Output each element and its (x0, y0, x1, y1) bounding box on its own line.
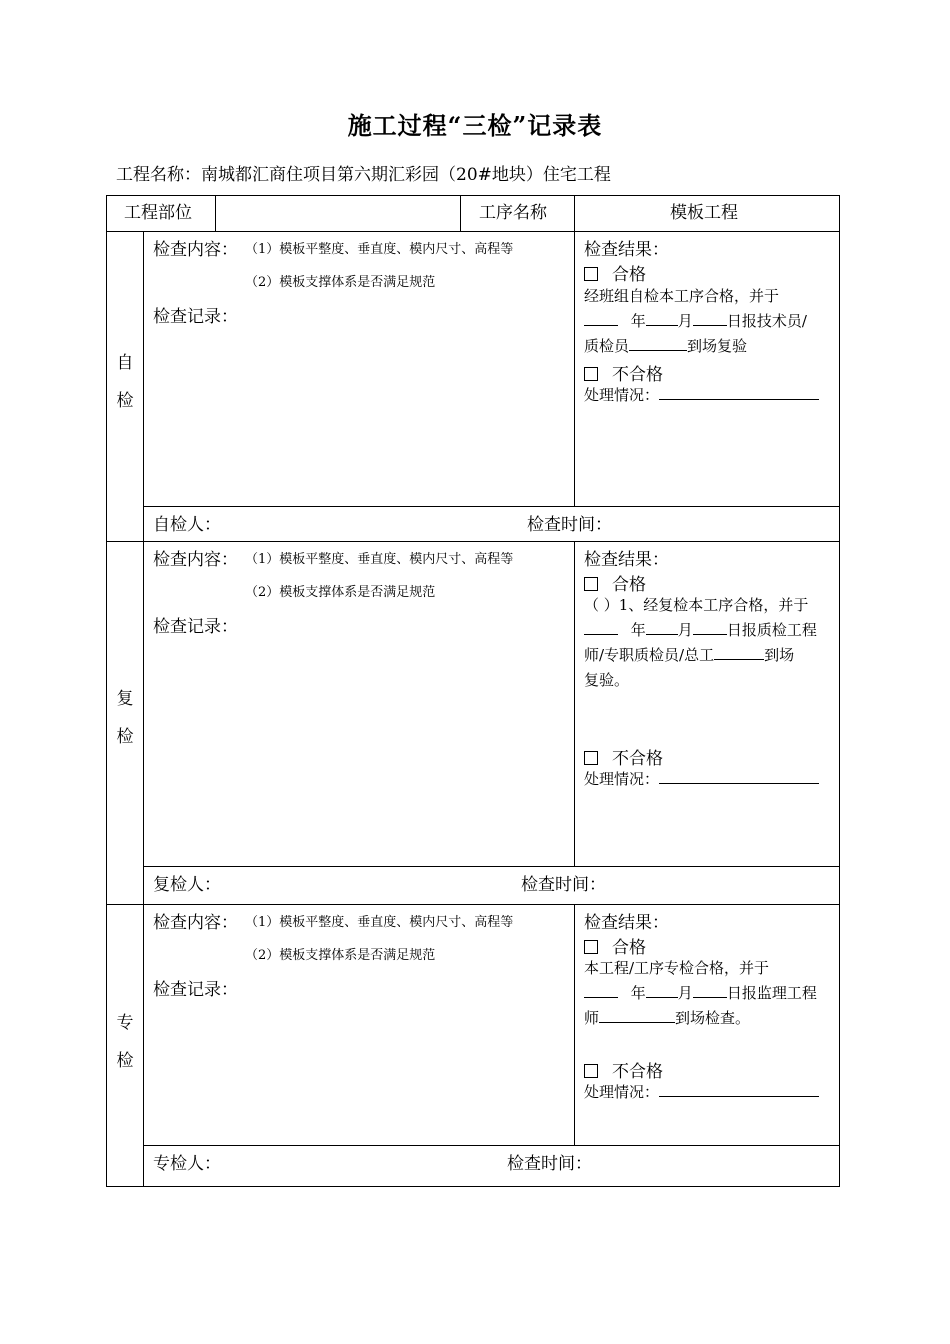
special-mid-divider (574, 904, 575, 1145)
project-name: 工程名称：南城都汇商住项目第六期汇彩园（20#地块）住宅工程 (116, 165, 611, 185)
header-process-label: 工序名称 (479, 203, 547, 223)
special-handling: 处理情况： (584, 1083, 819, 1101)
recheck-handling: 处理情况： (584, 770, 819, 788)
recheck-sign-line (143, 866, 840, 867)
recheck-time-label: 检查时间： (521, 875, 606, 895)
table-border-top (106, 195, 840, 196)
checkbox-icon[interactable] (584, 367, 598, 381)
table-border-right (839, 195, 840, 1186)
special-result-line-3: 师 到场检查。 (584, 1009, 751, 1027)
recheck-result-label: 检查结果： (584, 550, 669, 570)
self-content-item-2: （2）模板支撑体系是否满足规范 (245, 275, 436, 290)
recheck-fail-option[interactable]: 不合格 (584, 744, 663, 769)
recheck-result-line-1: （ ）1、经复检本工序合格，并于 (584, 596, 809, 614)
special-person-label: 专检人： (153, 1154, 221, 1174)
special-pass-option[interactable]: 合格 (584, 933, 646, 958)
self-content-item-1: （1）模板平整度、垂直度、模内尺寸、高程等 (245, 242, 514, 257)
special-fail-option[interactable]: 不合格 (584, 1057, 663, 1082)
header-process-value: 模板工程 (670, 203, 738, 223)
self-check-label: 自 检 (116, 353, 134, 411)
self-person-label: 自检人： (153, 515, 221, 535)
checkbox-icon[interactable] (584, 751, 598, 765)
recheck-record-label: 检查记录： (153, 617, 238, 637)
checkbox-icon[interactable] (584, 1064, 598, 1078)
header-divider-1 (215, 195, 216, 231)
header-divider-3 (574, 195, 575, 231)
self-result-label: 检查结果： (584, 240, 669, 260)
self-time-label: 检查时间： (527, 515, 612, 535)
self-result-line-1: 经班组自检本工序合格，并于 (584, 287, 780, 305)
self-result-line-3: 质检员 到场复验 (584, 337, 748, 355)
special-record-label: 检查记录： (153, 980, 238, 1000)
self-pass-option[interactable]: 合格 (584, 260, 646, 285)
special-check-label: 专 检 (116, 1013, 134, 1071)
special-result-line-2: 年 月 日报监理工程 (584, 984, 817, 1002)
recheck-label: 复 检 (116, 689, 134, 747)
special-result-line-1: 本工程/工序专检合格，并于 (584, 959, 770, 977)
special-sign-line (143, 1145, 840, 1146)
label-column-line (143, 231, 144, 1186)
self-content-label: 检查内容： (153, 240, 238, 260)
recheck-content-item-2: （2）模板支撑体系是否满足规范 (245, 585, 436, 600)
header-bottom-line (106, 231, 840, 232)
header-divider-2 (460, 195, 461, 231)
self-record-label: 检查记录： (153, 307, 238, 327)
special-content-item-1: （1）模板平整度、垂直度、模内尺寸、高程等 (245, 915, 514, 930)
checkbox-icon[interactable] (584, 267, 598, 281)
section-divider-1 (106, 541, 840, 542)
checkbox-icon[interactable] (584, 940, 598, 954)
section-divider-2 (106, 904, 840, 905)
self-result-line-2: 年 月 日报技术员/ (584, 312, 807, 330)
recheck-result-line-4: 复验。 (584, 671, 630, 689)
table-border-bottom (106, 1186, 840, 1187)
recheck-person-label: 复检人： (153, 875, 221, 895)
self-mid-divider (574, 231, 575, 506)
header-location-label: 工程部位 (124, 203, 192, 223)
special-content-label: 检查内容： (153, 913, 238, 933)
self-handling: 处理情况： (584, 386, 819, 404)
self-fail-option[interactable]: 不合格 (584, 360, 663, 385)
checkbox-icon[interactable] (584, 577, 598, 591)
recheck-result-line-2: 年 月 日报质检工程 (584, 621, 817, 639)
special-time-label: 检查时间： (507, 1154, 592, 1174)
recheck-mid-divider (574, 541, 575, 866)
self-sign-line (143, 506, 840, 507)
special-result-label: 检查结果： (584, 913, 669, 933)
special-content-item-2: （2）模板支撑体系是否满足规范 (245, 948, 436, 963)
recheck-pass-option[interactable]: 合格 (584, 570, 646, 595)
recheck-content-item-1: （1）模板平整度、垂直度、模内尺寸、高程等 (245, 552, 514, 567)
recheck-content-label: 检查内容： (153, 550, 238, 570)
page-title: 施工过程“三检”记录表 (347, 111, 603, 140)
recheck-result-line-3: 师/专职质检员/总工 到场 (584, 646, 795, 664)
